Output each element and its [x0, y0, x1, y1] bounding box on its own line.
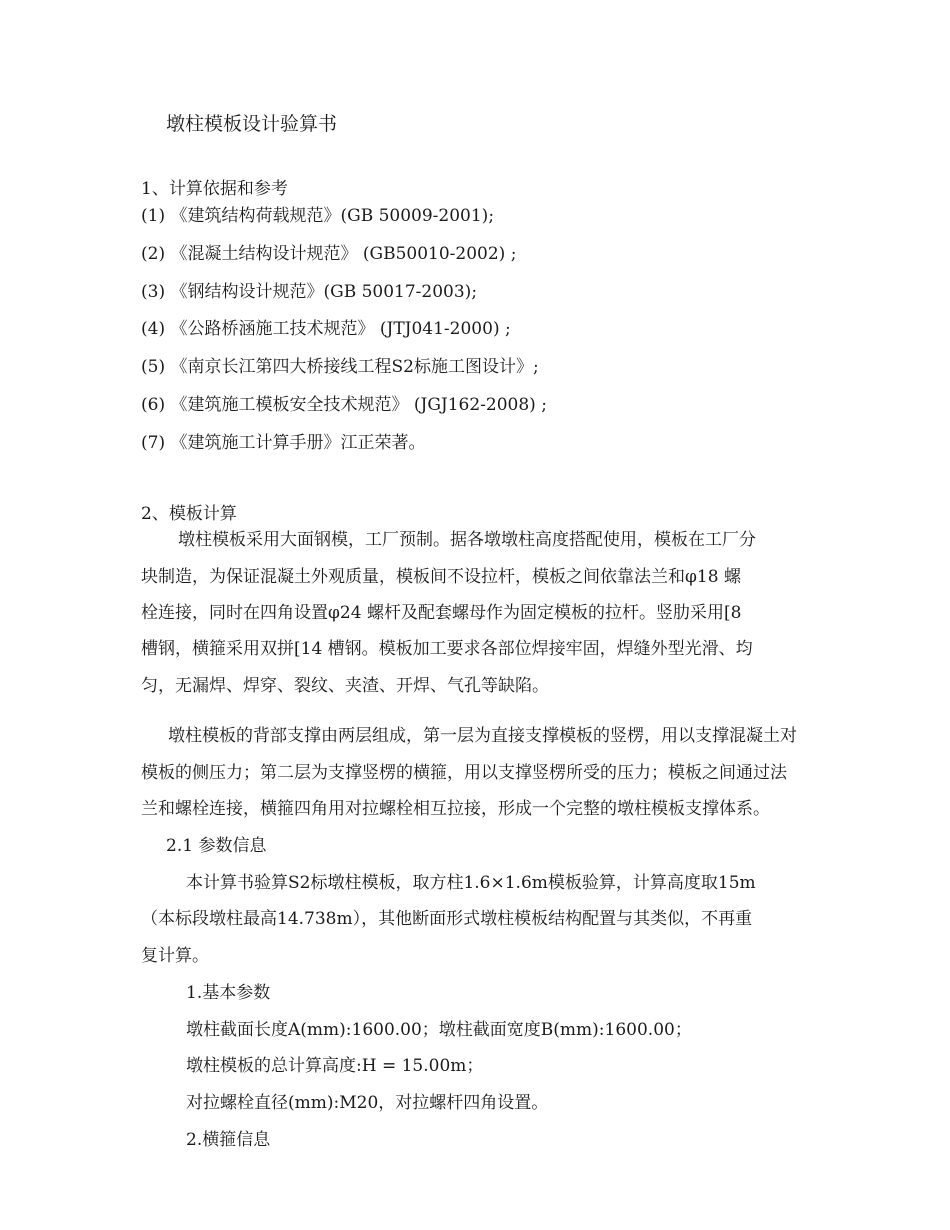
paragraph-line: 匀，无漏焊、焊穿、裂纹、夹渣、开焊、气孔等缺陷。 — [141, 676, 549, 696]
basic-parameters-heading: 1.基本参数 — [186, 983, 271, 1003]
reference-item-6: (6) 《建筑施工模板安全技术规范》 (JGJ162-2008) ; — [141, 395, 547, 415]
paragraph-line: 槽钢，横箍采用双拼[14 槽钢。模板加工要求各部位焊接牢固，焊缝外型光滑、均 — [141, 639, 753, 659]
hoop-info-heading: 2.横箍信息 — [186, 1130, 271, 1150]
section-heading-formwork: 2、模板计算 — [141, 504, 237, 524]
paragraph-line: 复计算。 — [141, 946, 209, 966]
reference-item-4: (4) 《公路桥涵施工技术规范》 (JTJ041-2000) ; — [141, 319, 511, 339]
basic-parameter-item: 墩柱截面长度A(mm):1600.00；墩柱截面宽度B(mm):1600.00； — [186, 1020, 692, 1040]
paragraph-line: 本计算书验算S2标墩柱模板，取方柱1.6×1.6m模板验算，计算高度取15m — [186, 873, 756, 893]
reference-item-5: (5) 《南京长江第四大桥接线工程S2标施工图设计》; — [141, 357, 539, 377]
paragraph-line: （本标段墩柱最高14.738m），其他断面形式墩柱模板结构配置与其类似，不再重 — [141, 909, 753, 929]
paragraph-line: 墩柱模板采用大面钢模，工厂预制。据各墩墩柱高度搭配使用，模板在工厂分 — [178, 530, 756, 550]
reference-item-3: (3) 《钢结构设计规范》(GB 50017-2003); — [141, 282, 478, 302]
section-heading-basis: 1、计算依据和参考 — [141, 179, 288, 199]
paragraph-line: 块制造，为保证混凝土外观质量，模板间不设拉杆，模板之间依靠法兰和φ18 螺 — [141, 567, 741, 587]
basic-parameter-item: 墩柱模板的总计算高度:H = 15.00m； — [186, 1056, 484, 1076]
paragraph-line: 栓连接，同时在四角设置φ24 螺杆及配套螺母作为固定模板的拉杆。竖肋采用[8 — [141, 603, 742, 623]
paragraph-line: 墩柱模板的背部支撑由两层组成，第一层为直接支撑模板的竖楞，用以支撑混凝土对 — [168, 726, 797, 746]
reference-item-1: (1) 《建筑结构荷载规范》(GB 50009-2001); — [141, 206, 495, 226]
document-title: 墩柱模板设计验算书 — [166, 113, 338, 135]
basic-parameter-item: 对拉螺栓直径(mm):M20，对拉螺杆四角设置。 — [186, 1093, 549, 1113]
paragraph-line: 模板的侧压力；第二层为支撑竖楞的横箍，用以支撑竖楞所受的压力；模板之间通过法 — [141, 763, 787, 783]
reference-item-7: (7) 《建筑施工计算手册》江正荣著。 — [141, 433, 426, 453]
paragraph-line: 兰和螺栓连接，横箍四角用对拉螺栓相互拉接，形成一个完整的墩柱模板支撑体系。 — [141, 799, 770, 819]
subsection-heading-parameters: 2.1 参数信息 — [166, 836, 267, 856]
reference-item-2: (2) 《混凝土结构设计规范》 (GB50010-2002) ; — [141, 244, 517, 264]
